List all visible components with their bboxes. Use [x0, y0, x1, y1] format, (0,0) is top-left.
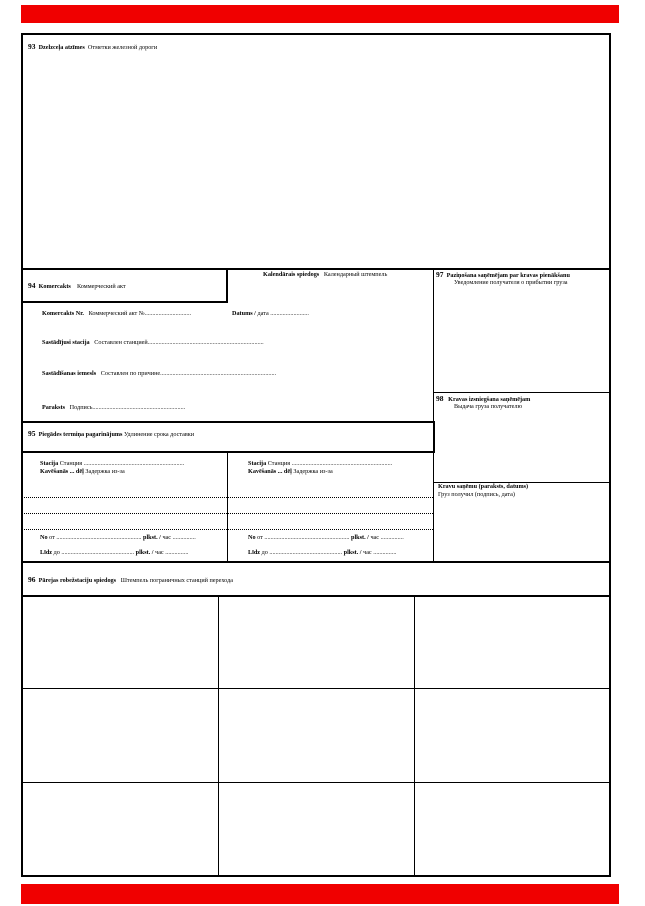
delay-reason-field-left — [40, 468, 125, 475]
section-98-label-lv: Kravas izsniegšana saņēmējam — [448, 396, 531, 403]
grid-vline — [414, 595, 415, 877]
act-signature-field — [42, 404, 185, 411]
act-signature-label-lv: Paraksts — [42, 404, 66, 411]
section-98-heading — [436, 395, 530, 403]
delay-station-field-left — [40, 460, 184, 467]
section-96-number: 96 — [28, 575, 36, 584]
grid-hline — [21, 782, 611, 783]
delay-from-field-right — [248, 534, 404, 541]
delay-from-label-ru: от ....................................................... — [257, 534, 350, 541]
act-date-label-ru: дата ......................... — [257, 310, 309, 317]
section-96-label-ru: Штемпель пограничных станций перехода — [120, 577, 233, 584]
dotted-line — [22, 497, 433, 498]
act-number-field — [42, 310, 191, 317]
section-94-label-ru: Коммерческий акт — [76, 283, 126, 290]
section-97-label-lv: Paziņošana saņēmējam par kravas pienākšanu — [446, 272, 570, 279]
delay-station-field-right — [248, 460, 392, 467]
section-94-number: 94 — [28, 281, 36, 290]
section-96-label-lv: Pārejas robežstaciju spiedogs — [38, 577, 117, 584]
dotted-line — [22, 513, 433, 514]
delay-reason-field-right — [248, 468, 333, 475]
grid-vline — [218, 595, 219, 877]
act-reason-label-lv: Sastādīšanas iemesls — [42, 370, 97, 377]
calendar-stamp-label-ru: Календарный штемпель — [323, 271, 388, 278]
received-label-ru: Груз получил (подпись, дата) — [438, 491, 515, 498]
delay-from-time-ru: час ............... — [162, 534, 196, 541]
section-96-heading — [28, 576, 233, 584]
divider-95-96 — [21, 561, 611, 563]
delay-from-time-lv: plkst. / — [143, 534, 161, 541]
delay-until-label-ru: до ............................................... — [261, 549, 343, 556]
delay-from-label-lv: No — [248, 534, 256, 541]
act-number-label-lv: Komercakts Nr. — [42, 310, 84, 317]
section-93-label-ru: Отметки железной дороги — [87, 44, 158, 51]
delay-until-label-lv: Līdz — [248, 549, 261, 556]
delay-from-field-left — [40, 534, 196, 541]
section-93-label-lv: Dzelzceļa atzīmes — [38, 44, 85, 51]
dotted-line — [22, 529, 433, 530]
delay-until-time-ru: час ............... — [155, 549, 189, 556]
top-red-bar — [21, 5, 619, 23]
delay-until-field-right — [248, 549, 396, 556]
delay-reason-label-lv: Kavēšanās ... dēļ — [248, 468, 292, 475]
section-93-heading — [28, 43, 157, 51]
act-reason-field — [42, 370, 276, 377]
act-station-label-lv: Sastādījusi stacija — [42, 339, 90, 346]
act-reason-label-ru: Составлен по причине........................................................................... — [100, 370, 277, 377]
divider-97-98 — [433, 392, 611, 393]
section-98-label-ru: Выдача груза получателю — [454, 403, 523, 410]
delay-station-label-ru: Станция ................................................................. — [59, 460, 185, 467]
delay-station-label-ru: Станция ................................................................. — [267, 460, 393, 467]
act-signature-label-ru: Подпись............................................................ — [69, 404, 186, 411]
section-94-heading — [28, 282, 126, 290]
divider-96-grid — [21, 595, 611, 597]
divider-right-column — [433, 268, 434, 562]
delay-from-label-lv: No — [40, 534, 48, 541]
delay-station-label-lv: Stacija — [40, 460, 59, 467]
act-date-label-lv: Datums / — [232, 310, 256, 317]
delay-reason-label-lv: Kavēšanās ... dēļ — [40, 468, 84, 475]
form-frame — [21, 33, 611, 877]
delay-until-label-ru: до ............................................... — [53, 549, 135, 556]
act-number-label-ru: Коммерческий акт №.............................. — [88, 310, 192, 317]
act-station-field — [42, 339, 264, 346]
delay-from-time-ru: час ............... — [370, 534, 404, 541]
section-95-label-lv: Piegādes termiņa pagarinājums — [38, 431, 123, 438]
delay-from-time-lv: plkst. / — [351, 534, 369, 541]
calendar-stamp-label-lv: Kalendārais spiedogs — [263, 271, 320, 278]
section-95-label-ru: Удлинение срока доставки — [124, 431, 195, 438]
bottom-red-bar — [21, 884, 619, 904]
delay-until-time-lv: plkst. / — [343, 549, 362, 556]
section-95-number: 95 — [28, 429, 36, 438]
act-station-label-ru: Составлен станцией........................................................................... — [94, 339, 264, 346]
delay-reason-label-ru: Задержка из-за — [85, 468, 125, 475]
received-label-lv: Kravu saņēmu (paraksts, datums) — [438, 483, 529, 490]
delay-until-time-lv: plkst. / — [135, 549, 154, 556]
delay-reason-label-ru: Задержка из-за — [293, 468, 333, 475]
divider-95-columns — [227, 452, 228, 561]
calendar-stamp-heading — [263, 271, 387, 278]
section-97-label-ru: Уведомление получателя о прибытии груза — [454, 279, 568, 286]
delay-from-label-ru: от ....................................................... — [49, 534, 142, 541]
grid-hline — [21, 688, 611, 689]
act-date-field — [232, 310, 309, 317]
section-95-heading — [28, 430, 194, 438]
section-93-number: 93 — [28, 42, 36, 51]
section-97-number: 97 — [436, 270, 444, 279]
section-94-label-lv: Komercakts — [38, 283, 71, 290]
section-98-number: 98 — [436, 394, 444, 403]
delay-until-field-left — [40, 549, 188, 556]
section-97-heading — [436, 271, 570, 279]
delay-until-label-lv: Līdz — [40, 549, 53, 556]
delay-until-time-ru: час ............... — [363, 549, 397, 556]
delay-station-label-lv: Stacija — [248, 460, 267, 467]
